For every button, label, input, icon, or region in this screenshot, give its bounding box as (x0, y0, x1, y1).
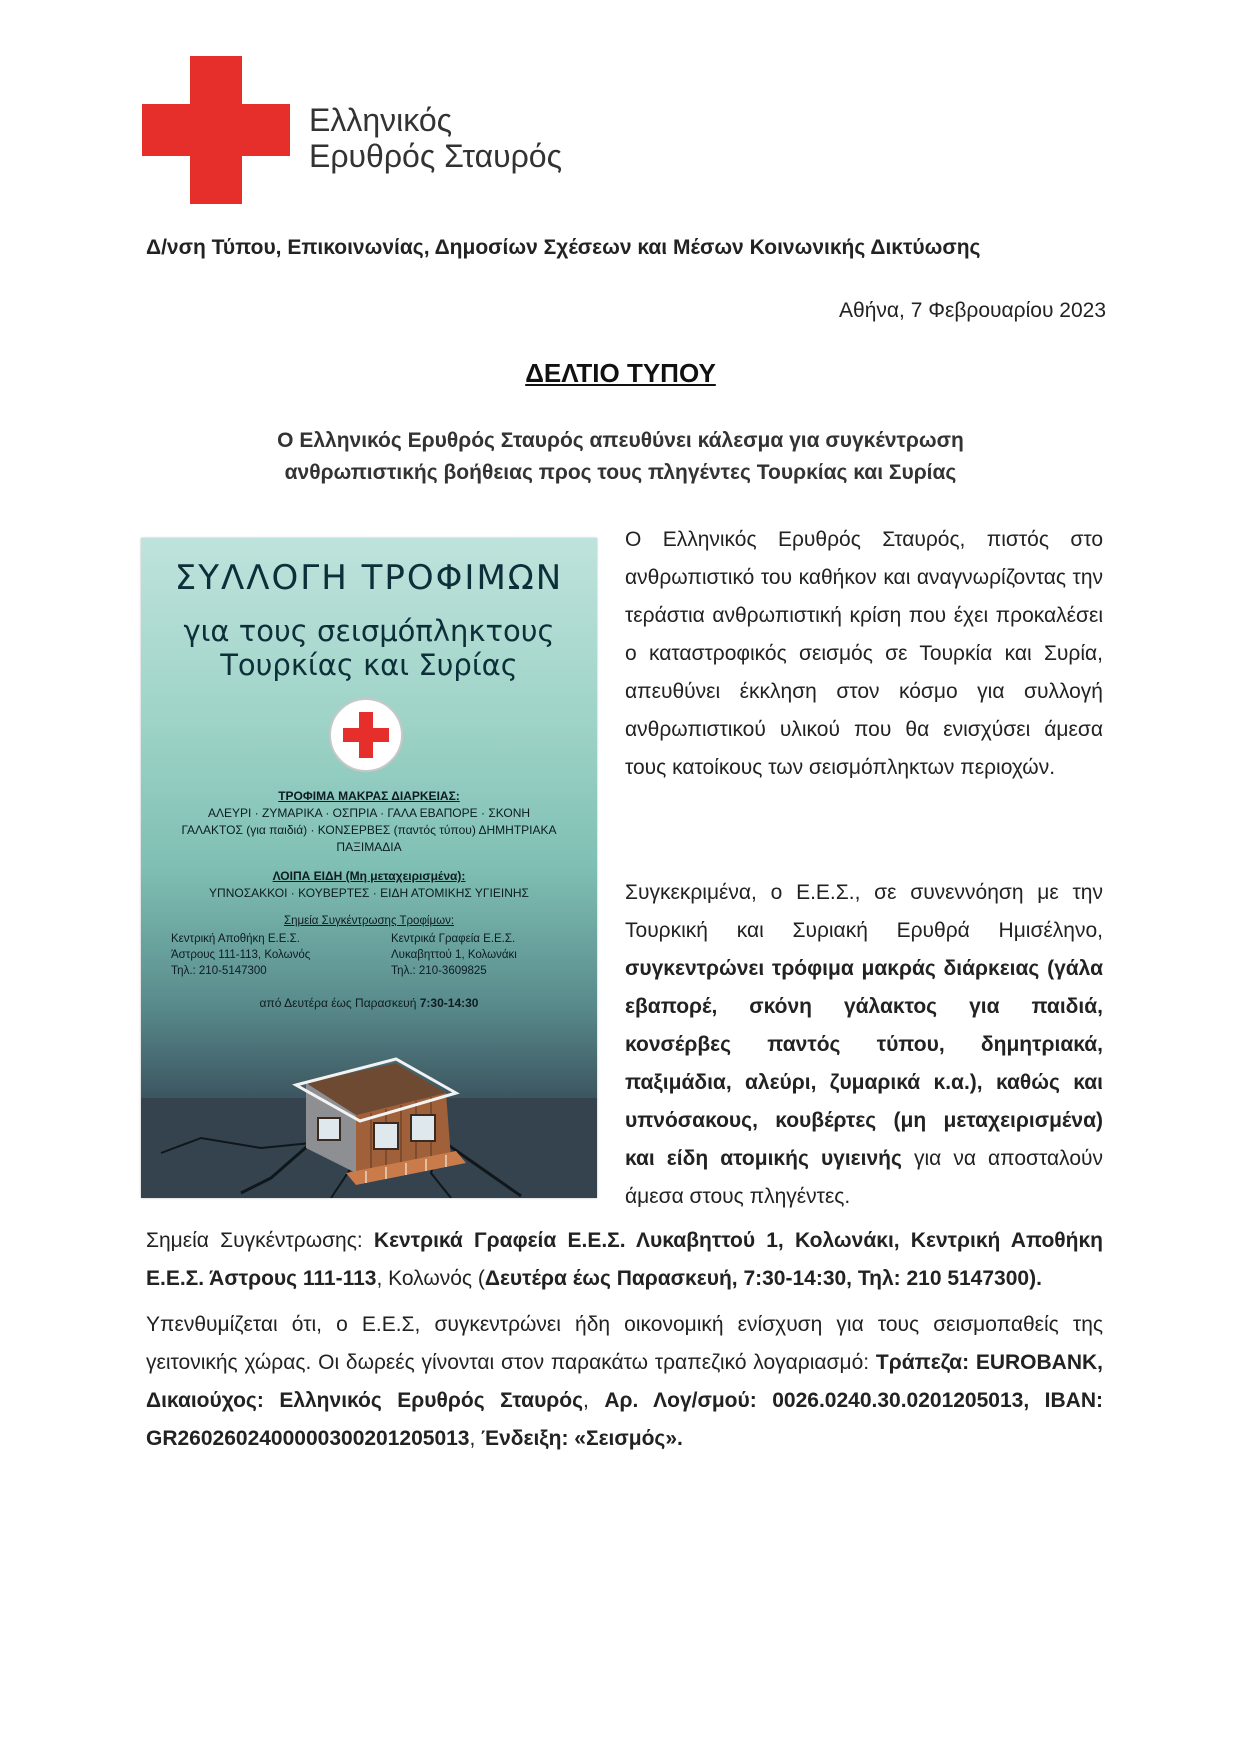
poster-points-heading: Σημεία Συγκέντρωσης Τροφίμων: (283, 915, 455, 927)
separator-1: , (583, 1389, 605, 1412)
poster-location-right (391, 931, 591, 979)
poster-left-line-1: Κεντρική Αποθήκη Ε.Ε.Σ. (171, 933, 300, 945)
separator-2: , (469, 1427, 482, 1450)
poster-right-line-1: Κεντρικά Γραφεία Ε.Ε.Σ. (391, 933, 516, 945)
paragraph-donations (146, 1306, 1103, 1458)
logo-wordmark (309, 102, 562, 174)
red-cross-icon (142, 56, 290, 204)
poster-title: ΣΥΛΛΟΓΗ ΤΡΟΦΙΜΩΝ (174, 558, 564, 598)
campaign-poster (141, 538, 597, 1198)
logo-line-2: Ερυθρός Σταυρός (309, 138, 563, 174)
paragraph-points-hours: Δευτέρα έως Παρασκευή, 7:30-14:30, Τηλ: 210 5147300). (484, 1267, 1042, 1290)
poster-food-line-1: ΑΛΕΥΡΙ · ΖΥΜΑΡΙΚΑ · ΟΣΠΡΙΑ · ΓΑΛΑ ΕΒΑΠΟΡΕ · ΣΚΟΝΗ (207, 806, 531, 820)
paragraph-collection (625, 874, 1103, 1216)
donation-note: Ένδειξη: «Σεισμός». (481, 1427, 683, 1450)
paragraph-intro: Ο Ελληνικός Ερυθρός Σταυρός, πιστός στο ανθρωπιστικό του καθήκον και αναγνωρίζοντας την τεράστια ανθρωπιστική κρίση που έχει προκαλέσει ο καταστροφικός σεισμός σε Τουρκία και Συρία, απευθύνει έκκληση στον κόσμο για συλλογή ανθρωπιστικού υλικού που θα ενισχύσει άμεσα τους κατοίκους των σεισμόπληκτων περιοχών. (625, 528, 1103, 779)
paragraph-points-mid: , Κολωνός ( (376, 1267, 485, 1290)
paragraph-collection-end: για να αποσταλούν άμεσα στους πληγέντες. (625, 1147, 1103, 1208)
house-icon (276, 1023, 476, 1188)
poster-right-line-3: Τηλ.: 210-3609825 (391, 965, 487, 977)
paragraph-points-label: Σημεία Συγκέντρωσης: (146, 1229, 374, 1252)
poster-right-line-2: Λυκαβηττού 1, Κολωνάκι (391, 949, 517, 961)
poster-left-line-2: Άστρους 111-113, Κολωνός (171, 949, 311, 961)
poster-left-line-3: Τηλ.: 210-5147300 (171, 965, 267, 977)
red-cross-emblem-icon (329, 698, 403, 772)
paragraph-donations-intro: Υπενθυμίζεται ότι, ο Ε.Ε.Σ, συγκεντρώνει ήδη οικονομική ενίσχυση για τους σεισμοπαθείς της γειτονικής χώρας. Οι δωρεές γίνονται στον παρακάτω τραπεζικό λογαριασμό: (146, 1313, 1103, 1374)
date-line: Αθήνα, 7 Φεβρουαρίου 2023 (839, 299, 1106, 322)
paragraph-collection-intro: Συγκεκριμένα, ο Ε.Ε.Σ., σε συνεννόηση με την Τουρκική και Συριακή Ερυθρά Ημισέληνο, (625, 881, 1103, 942)
poster-other-items (141, 868, 597, 902)
page-subtitle: Ο Ελληνικός Ερυθρός Σταυρός απευθύνει κάλεσμα για συγκέντρωση ανθρωπιστικής βοήθειας προς τους πληγέντες Τουρκίας και Συρίας (277, 429, 964, 484)
poster-food-list (141, 788, 597, 856)
poster-food-line-3: ΠΑΞΙΜΑΔΙΑ (336, 840, 402, 854)
paragraph-points (146, 1222, 1103, 1298)
logo-line-1: Ελληνικός (309, 102, 453, 138)
poster-subtitle-line-1: για τους σεισμόπληκτους (183, 614, 555, 648)
poster-subtitle-line-2: Τουρκίας και Συρίας (220, 648, 518, 682)
poster-hours (141, 996, 597, 1010)
poster-subtitle (141, 614, 597, 682)
poster-other-heading: ΛΟΙΠΑ ΕΙΔΗ (Μη μεταχειρισμένα): (272, 869, 466, 883)
poster-food-line-2: ΓΑΛΑΚΤΟΣ (για παιδιά) · ΚΟΝΣΕΡΒΕΣ (παντός τύπου) ΔΗΜΗΤΡΙΑΚΑ (181, 823, 557, 837)
bank-details: Τράπεζα: EUROBANK, Δικαιούχος: Ελληνικός Ερυθρός Σταυρός (146, 1351, 1103, 1412)
page-title: ΔΕΛΤΙΟ ΤΥΠΟΥ (525, 358, 716, 388)
account-details: Αρ. Λογ/σμού: 0026.0240.30.0201205013, IBAN: GR2602602400000300201205013 (146, 1389, 1103, 1450)
paragraph-collection-items: συγκεντρώνει τρόφιμα μακράς διάρκειας (γάλα εβαπορέ, σκόνη γάλακτος για παιδιά, κονσέρβες παντός τύπου, δημητριακά, παξιμάδια, αλεύρι, ζυμαρικά κ.α.), καθώς και υπνόσακους, κουβέρτες (μη μεταχειρισμένα) και είδη ατομικής υγιεινής (625, 957, 1103, 1170)
poster-food-heading: ΤΡΟΦΙΜΑ ΜΑΚΡΑΣ ΔΙΑΡΚΕΙΑΣ: (278, 789, 460, 803)
poster-hours-prefix: από Δευτέρα έως Παρασκευή (259, 996, 417, 1010)
poster-location-left (171, 931, 371, 979)
poster-locations (141, 913, 597, 977)
poster-hours-time: 7:30-14:30 (419, 996, 479, 1010)
poster-other-line: ΥΠΝΟΣΑΚΚΟΙ · ΚΟΥΒΕΡΤΕΣ · ΕΙΔΗ ΑΤΟΜΙΚΗΣ ΥΓΙΕΙΝΗΣ (209, 886, 529, 900)
red-cross-logo (142, 56, 702, 206)
department-line: Δ/νση Τύπου, Επικοινωνίας, Δημοσίων Σχέσεων και Μέσων Κοινωνικής Δικτύωσης (146, 236, 981, 259)
paragraph-points-locations: Κεντρικά Γραφεία Ε.Ε.Σ. Λυκαβηττού 1, Κολωνάκι, Κεντρική Αποθήκη Ε.Ε.Σ. Άστρους 111-113 (146, 1229, 1103, 1290)
